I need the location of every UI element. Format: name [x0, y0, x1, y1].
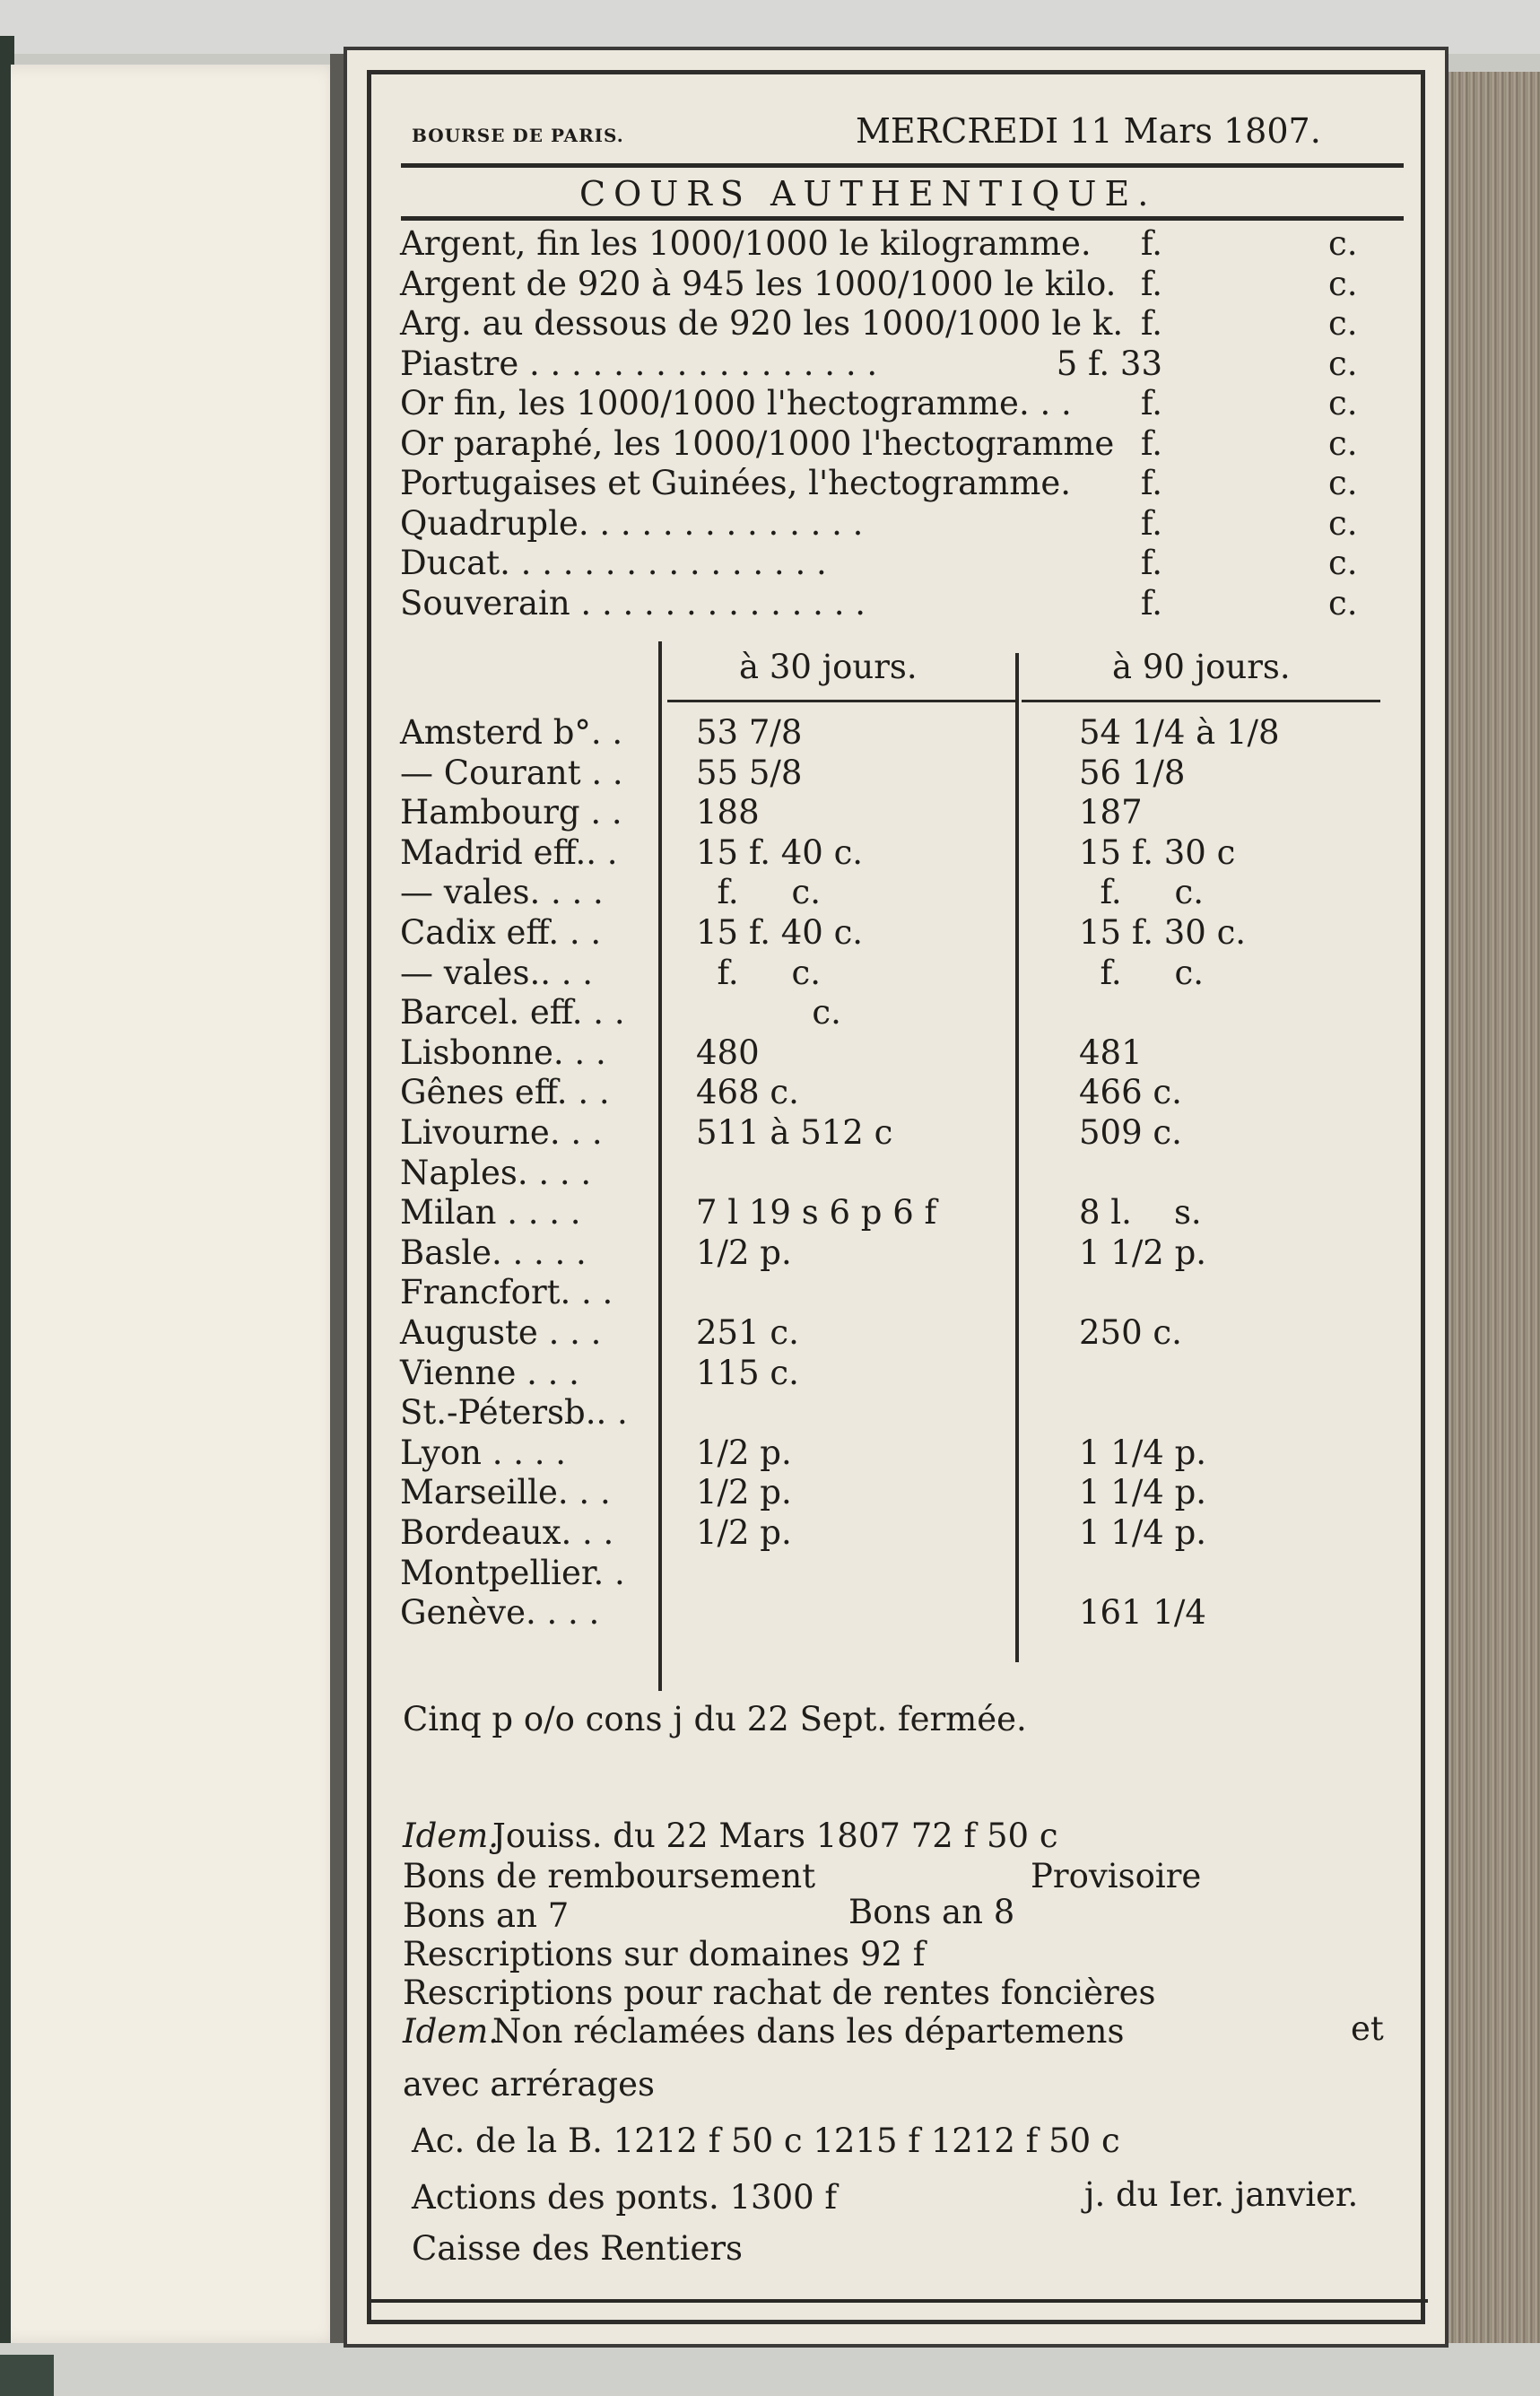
bottom-rule: [371, 2299, 1428, 2303]
metal-label: Argent de 920 à 945 les 1000/1000 le kilo.: [400, 264, 1117, 303]
exchange-30-jours: f. c.: [696, 953, 821, 992]
exchange-row: [400, 1193, 1387, 1236]
metal-centimes: c.: [1328, 304, 1358, 343]
metal-row: [400, 423, 1387, 467]
exchange-30-jours: 53 7/8: [696, 713, 803, 752]
provisoire: Provisoire: [1031, 1857, 1202, 1895]
metal-label: Argent, fin les 1000/1000 le kilogramme.: [400, 224, 1092, 263]
exchange-30-jours: 1/2 p.: [696, 1233, 792, 1272]
exchange-row: [400, 1393, 1387, 1436]
metal-francs: 5 f. 33: [1056, 344, 1162, 383]
metal-centimes: c.: [1328, 344, 1358, 383]
exchange-90-jours: f. c.: [1079, 953, 1204, 992]
exchange-30-jours: 115 c.: [696, 1353, 799, 1392]
exchange-row: [400, 953, 1387, 997]
exchange-place: Marseille. . .: [400, 1473, 611, 1512]
actions-banque: Ac. de la B. 1212 f 50 c 1215 f 1212 f 50 c: [412, 2122, 1120, 2160]
exchange-row: [400, 1553, 1387, 1597]
metal-row: [400, 224, 1387, 267]
bons-remboursement: Bons de remboursement: [403, 1857, 816, 1895]
metal-francs: f.: [1140, 544, 1162, 582]
exchange-row: [400, 713, 1387, 756]
exchange-place: Montpellier. .: [400, 1553, 625, 1592]
exchange-table: [400, 713, 1387, 1658]
metal-row: [400, 344, 1387, 388]
page-border: [367, 70, 1425, 2324]
cinq-pour-cent: Cinq p o/o cons j du 22 Sept. fermée.: [403, 1700, 1027, 1738]
exchange-row: [400, 1433, 1387, 1477]
bons-an-7: Bons an 7: [403, 1896, 570, 1935]
metal-label: Or fin, les 1000/1000 l'hectogramme. . .: [400, 384, 1072, 423]
metal-row: [400, 503, 1387, 547]
exchange-row: [400, 1113, 1387, 1156]
exchange-30-jours: 468 c.: [696, 1073, 799, 1112]
metal-francs: f.: [1140, 264, 1162, 303]
exchange-row: [400, 1313, 1387, 1356]
exchange-90-jours: 1 1/4 p.: [1079, 1513, 1207, 1552]
exchange-row: [400, 793, 1387, 836]
exchange-90-jours: 1 1/4 p.: [1079, 1433, 1207, 1472]
exchange-90-jours: f. c.: [1079, 873, 1204, 912]
exchange-place: Hambourg . .: [400, 793, 622, 832]
metal-row: [400, 304, 1387, 347]
metal-row: [400, 466, 1387, 507]
header-bourse: BOURSE DE PARIS.: [412, 125, 624, 146]
exchange-30-jours: 55 5/8: [696, 753, 803, 792]
header-rule: [401, 163, 1404, 168]
metal-centimes: c.: [1328, 224, 1358, 263]
exchange-30-jours: 480: [696, 1032, 760, 1072]
metal-label: Portugaises et Guinées, l'hectogramme.: [400, 464, 1072, 502]
exchange-30-jours: 7 l 19 s 6 p 6 f: [696, 1193, 937, 1233]
exchange-row: [400, 832, 1387, 876]
exchange-30-jours: 1/2 p.: [696, 1473, 792, 1512]
exchange-90-jours: 187: [1079, 793, 1143, 832]
bons-an-8: Bons an 8: [848, 1893, 1015, 1931]
exchange-90-jours: 54 1/4 à 1/8: [1079, 713, 1280, 752]
exchange-30-jours: f. c.: [696, 873, 821, 912]
metal-centimes: c.: [1328, 384, 1358, 423]
exchange-30-jours: 1/2 p.: [696, 1513, 792, 1552]
col-head-90: à 90 jours.: [1112, 648, 1291, 686]
metal-row: [400, 546, 1387, 587]
non-reclamees: Non réclamées dans les départemens: [492, 2012, 1125, 2051]
metal-centimes: c.: [1328, 583, 1358, 623]
metal-francs: f.: [1140, 423, 1162, 463]
exchange-place: Bordeaux. . .: [400, 1513, 614, 1552]
exchange-row: [400, 1233, 1387, 1276]
exchange-place: Milan . . . .: [400, 1193, 581, 1233]
exchange-30-jours: 1/2 p.: [696, 1433, 792, 1472]
metal-francs: f.: [1140, 464, 1162, 502]
exchange-row: [400, 1153, 1387, 1197]
exchange-90-jours: 481: [1079, 1032, 1143, 1072]
exchange-90-jours: 466 c.: [1079, 1073, 1182, 1112]
exchange-90-jours: 1 1/4 p.: [1079, 1473, 1207, 1512]
exchange-row: [400, 1273, 1387, 1316]
metal-centimes: c.: [1328, 544, 1358, 582]
exchange-row: [400, 1513, 1387, 1556]
exchange-place: — Courant . .: [400, 753, 623, 792]
exchange-row: [400, 1353, 1387, 1397]
exchange-place: Amsterd b°. .: [400, 713, 623, 752]
exchange-place: Vienne . . .: [400, 1353, 579, 1392]
exchange-row: [400, 913, 1387, 956]
metal-centimes: c.: [1328, 264, 1358, 303]
et-word: et: [1351, 2009, 1384, 2048]
exchange-place: Naples. . . .: [400, 1153, 592, 1192]
background-top: [0, 0, 1540, 54]
exchange-30-jours: c.: [696, 993, 841, 1032]
exchange-90-jours: 250 c.: [1079, 1313, 1182, 1352]
metal-label: Souverain . . . . . . . . . . . . . .: [400, 583, 866, 623]
metal-row: [400, 264, 1387, 308]
exchange-place: — vales.. . .: [400, 953, 594, 992]
exchange-90-jours: 8 l. s.: [1079, 1193, 1202, 1233]
exchange-90-jours: 161 1/4: [1079, 1593, 1206, 1633]
idem2-label: Idem.: [403, 2012, 500, 2051]
idem-jouissance: Jouiss. du 22 Mars 1807 72 f 50 c: [492, 1817, 1058, 1855]
exchange-90-jours: 509 c.: [1079, 1113, 1182, 1152]
book-page-edges: [1433, 72, 1540, 2355]
metal-francs: f.: [1140, 503, 1162, 543]
metal-row: [400, 583, 1387, 627]
exchange-90-jours: 56 1/8: [1079, 753, 1186, 792]
exchange-90-jours: 15 f. 30 c.: [1079, 913, 1247, 952]
jouissance-janvier: j. du Ier. janvier.: [1084, 2175, 1359, 2214]
exchange-row: [400, 993, 1387, 1036]
exchange-place: Gênes eff. . .: [400, 1073, 610, 1112]
exchange-30-jours: 511 à 512 c: [696, 1113, 893, 1152]
metal-label: Arg. au dessous de 920 les 1000/1000 le k.: [400, 304, 1124, 343]
exchange-row: [400, 1032, 1387, 1076]
exchange-row: [400, 873, 1387, 916]
col-head-30: à 30 jours.: [739, 648, 918, 686]
facing-blank-page: [11, 65, 344, 2343]
exchange-place: Livourne. . .: [400, 1113, 603, 1152]
exchange-90-jours: 15 f. 30 c: [1079, 832, 1236, 872]
metal-label: Piastre . . . . . . . . . . . . . . . . .: [400, 344, 878, 383]
exchange-place: Lyon . . . .: [400, 1433, 567, 1472]
metal-label: Ducat. . . . . . . . . . . . . . . .: [400, 544, 827, 582]
exchange-place: St.-Pétersb.. .: [400, 1393, 628, 1433]
exchange-place: Barcel. eff. . .: [400, 993, 625, 1032]
book-cover-corner: [0, 2355, 54, 2396]
avec-arrerages: avec arrérages: [403, 2065, 655, 2104]
page-title: COURS AUTHENTIQUE.: [579, 174, 1157, 213]
col-head-rule-90: [1022, 700, 1380, 702]
idem-label: Idem.: [403, 1817, 500, 1855]
metal-centimes: c.: [1328, 464, 1358, 502]
background-bottom: [0, 2343, 1540, 2396]
exchange-row: [400, 1593, 1387, 1636]
metal-label: Or paraphé, les 1000/1000 l'hectogramme: [400, 423, 1115, 463]
exchange-place: Lisbonne. . .: [400, 1032, 606, 1072]
exchange-row: [400, 1473, 1387, 1516]
col-head-rule-30: [667, 700, 1015, 702]
metal-francs: f.: [1140, 583, 1162, 623]
metal-row: [400, 384, 1387, 427]
exchange-place: Francfort. . .: [400, 1273, 613, 1312]
exchange-place: Genève. . . .: [400, 1593, 600, 1633]
actions-ponts: Actions des ponts. 1300 f: [412, 2178, 838, 2217]
rescriptions-rachat: Rescriptions pour rachat de rentes foncières: [403, 1973, 1156, 2012]
exchange-30-jours: 251 c.: [696, 1313, 799, 1352]
exchange-place: — vales. . . .: [400, 873, 604, 912]
metal-francs: f.: [1140, 304, 1162, 343]
exchange-row: [400, 1073, 1387, 1116]
exchange-place: Basle. . . . .: [400, 1233, 587, 1272]
caisse-rentiers: Caisse des Rentiers: [412, 2229, 744, 2268]
rescriptions-domaines: Rescriptions sur domaines 92 f: [403, 1935, 926, 1973]
metals-table: [400, 224, 1387, 623]
metal-label: Quadruple. . . . . . . . . . . . . .: [400, 503, 864, 543]
exchange-row: [400, 753, 1387, 797]
metal-francs: f.: [1140, 384, 1162, 423]
title-rule: [401, 216, 1404, 221]
metal-centimes: c.: [1328, 503, 1358, 543]
printed-page: [344, 47, 1449, 2348]
header-date: MERCREDI 11 Mars 1807.: [856, 111, 1321, 151]
exchange-place: Auguste . . .: [400, 1313, 602, 1352]
exchange-30-jours: 188: [696, 793, 760, 832]
exchange-30-jours: 15 f. 40 c.: [696, 832, 864, 872]
metal-centimes: c.: [1328, 423, 1358, 463]
exchange-place: Cadix eff. . .: [400, 913, 602, 952]
metal-francs: f.: [1140, 224, 1162, 263]
exchange-90-jours: 1 1/2 p.: [1079, 1233, 1207, 1272]
exchange-place: Madrid eff.. .: [400, 832, 618, 872]
exchange-30-jours: 15 f. 40 c.: [696, 913, 864, 952]
